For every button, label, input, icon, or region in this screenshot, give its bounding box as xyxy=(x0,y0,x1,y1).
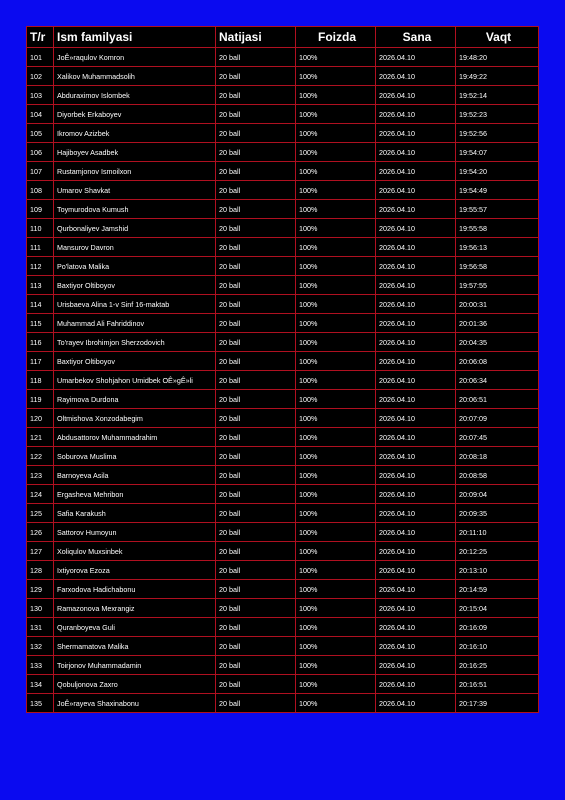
cell-number: 117 xyxy=(27,352,54,371)
cell-number: 106 xyxy=(27,143,54,162)
cell-number: 111 xyxy=(27,238,54,257)
cell-number: 127 xyxy=(27,542,54,561)
cell-percent: 100% xyxy=(296,238,376,257)
table-row xyxy=(27,561,539,580)
cell-time: 19:54:07 xyxy=(456,143,539,162)
table-row xyxy=(27,162,539,181)
table-row xyxy=(27,675,539,694)
cell-number: 113 xyxy=(27,276,54,295)
table-row xyxy=(27,428,539,447)
cell-time: 19:56:13 xyxy=(456,238,539,257)
cell-percent: 100% xyxy=(296,162,376,181)
table-row xyxy=(27,637,539,656)
cell-date: 2026.04.10 xyxy=(376,143,456,162)
cell-percent: 100% xyxy=(296,409,376,428)
table-row xyxy=(27,390,539,409)
cell-percent: 100% xyxy=(296,181,376,200)
cell-date: 2026.04.10 xyxy=(376,542,456,561)
cell-date: 2026.04.10 xyxy=(376,694,456,713)
cell-time: 20:08:58 xyxy=(456,466,539,485)
cell-name: Abdusattorov Muhammadrahim xyxy=(54,428,216,447)
cell-number: 132 xyxy=(27,637,54,656)
cell-number: 115 xyxy=(27,314,54,333)
cell-time: 19:52:56 xyxy=(456,124,539,143)
cell-result: 20 ball xyxy=(216,504,296,523)
cell-name: Toirjonov Muhammadamin xyxy=(54,656,216,675)
cell-percent: 100% xyxy=(296,200,376,219)
cell-percent: 100% xyxy=(296,485,376,504)
cell-time: 19:52:23 xyxy=(456,105,539,124)
cell-time: 19:52:14 xyxy=(456,86,539,105)
cell-time: 19:48:20 xyxy=(456,48,539,67)
cell-result: 20 ball xyxy=(216,599,296,618)
cell-percent: 100% xyxy=(296,447,376,466)
cell-number: 130 xyxy=(27,599,54,618)
cell-name: Ikromov Azizbek xyxy=(54,124,216,143)
cell-result: 20 ball xyxy=(216,561,296,580)
header-time: Vaqt xyxy=(456,27,539,48)
cell-time: 20:01:36 xyxy=(456,314,539,333)
cell-time: 20:08:18 xyxy=(456,447,539,466)
table-row xyxy=(27,67,539,86)
cell-result: 20 ball xyxy=(216,276,296,295)
cell-result: 20 ball xyxy=(216,295,296,314)
cell-percent: 100% xyxy=(296,295,376,314)
cell-time: 20:07:09 xyxy=(456,409,539,428)
cell-number: 134 xyxy=(27,675,54,694)
cell-percent: 100% xyxy=(296,124,376,143)
cell-time: 20:09:35 xyxy=(456,504,539,523)
cell-percent: 100% xyxy=(296,257,376,276)
cell-name: Diyorbek Erkaboyev xyxy=(54,105,216,124)
cell-result: 20 ball xyxy=(216,428,296,447)
cell-result: 20 ball xyxy=(216,694,296,713)
cell-result: 20 ball xyxy=(216,352,296,371)
cell-result: 20 ball xyxy=(216,200,296,219)
cell-number: 125 xyxy=(27,504,54,523)
table-row xyxy=(27,276,539,295)
cell-number: 119 xyxy=(27,390,54,409)
table-row xyxy=(27,599,539,618)
results-sheet xyxy=(26,26,538,713)
cell-result: 20 ball xyxy=(216,48,296,67)
cell-date: 2026.04.10 xyxy=(376,409,456,428)
cell-date: 2026.04.10 xyxy=(376,675,456,694)
cell-result: 20 ball xyxy=(216,409,296,428)
cell-time: 19:54:49 xyxy=(456,181,539,200)
cell-date: 2026.04.10 xyxy=(376,105,456,124)
cell-number: 131 xyxy=(27,618,54,637)
cell-result: 20 ball xyxy=(216,637,296,656)
cell-date: 2026.04.10 xyxy=(376,447,456,466)
cell-date: 2026.04.10 xyxy=(376,580,456,599)
table-row xyxy=(27,200,539,219)
cell-date: 2026.04.10 xyxy=(376,561,456,580)
cell-percent: 100% xyxy=(296,333,376,352)
cell-number: 109 xyxy=(27,200,54,219)
cell-date: 2026.04.10 xyxy=(376,599,456,618)
cell-date: 2026.04.10 xyxy=(376,390,456,409)
table-row xyxy=(27,523,539,542)
cell-time: 20:13:10 xyxy=(456,561,539,580)
cell-result: 20 ball xyxy=(216,143,296,162)
cell-name: Sattorov Humoyun xyxy=(54,523,216,542)
header-number: T/r xyxy=(27,27,54,48)
table-row xyxy=(27,580,539,599)
cell-name: Quranboyeva Guli xyxy=(54,618,216,637)
header-date: Sana xyxy=(376,27,456,48)
cell-result: 20 ball xyxy=(216,523,296,542)
cell-time: 20:09:04 xyxy=(456,485,539,504)
cell-percent: 100% xyxy=(296,371,376,390)
cell-name: Safia Karakush xyxy=(54,504,216,523)
cell-date: 2026.04.10 xyxy=(376,86,456,105)
table-row xyxy=(27,618,539,637)
cell-date: 2026.04.10 xyxy=(376,257,456,276)
header-result: Natijasi xyxy=(216,27,296,48)
cell-name: Qurbonaliyev Jamshid xyxy=(54,219,216,238)
header-row xyxy=(27,27,539,48)
cell-percent: 100% xyxy=(296,561,376,580)
cell-time: 19:54:20 xyxy=(456,162,539,181)
cell-percent: 100% xyxy=(296,618,376,637)
cell-percent: 100% xyxy=(296,428,376,447)
cell-time: 20:12:25 xyxy=(456,542,539,561)
cell-time: 20:06:51 xyxy=(456,390,539,409)
cell-number: 105 xyxy=(27,124,54,143)
cell-name: Po'latova Malika xyxy=(54,257,216,276)
cell-date: 2026.04.10 xyxy=(376,637,456,656)
cell-number: 121 xyxy=(27,428,54,447)
header-percent: Foizda xyxy=(296,27,376,48)
cell-percent: 100% xyxy=(296,276,376,295)
cell-time: 19:56:58 xyxy=(456,257,539,276)
cell-number: 110 xyxy=(27,219,54,238)
cell-result: 20 ball xyxy=(216,257,296,276)
cell-result: 20 ball xyxy=(216,675,296,694)
table-row xyxy=(27,371,539,390)
cell-name: Abduraximov Islombek xyxy=(54,86,216,105)
cell-name: Hajiboyev Asadbek xyxy=(54,143,216,162)
cell-number: 124 xyxy=(27,485,54,504)
cell-time: 19:55:57 xyxy=(456,200,539,219)
table-row xyxy=(27,485,539,504)
cell-result: 20 ball xyxy=(216,219,296,238)
cell-time: 20:16:25 xyxy=(456,656,539,675)
table-row xyxy=(27,656,539,675)
cell-time: 20:11:10 xyxy=(456,523,539,542)
cell-name: JoÊ»rayeva Shaxinabonu xyxy=(54,694,216,713)
cell-percent: 100% xyxy=(296,523,376,542)
cell-date: 2026.04.10 xyxy=(376,352,456,371)
cell-number: 133 xyxy=(27,656,54,675)
cell-date: 2026.04.10 xyxy=(376,200,456,219)
cell-percent: 100% xyxy=(296,504,376,523)
cell-number: 122 xyxy=(27,447,54,466)
table-row xyxy=(27,257,539,276)
cell-result: 20 ball xyxy=(216,447,296,466)
cell-time: 20:06:34 xyxy=(456,371,539,390)
cell-result: 20 ball xyxy=(216,86,296,105)
cell-number: 123 xyxy=(27,466,54,485)
cell-percent: 100% xyxy=(296,637,376,656)
cell-percent: 100% xyxy=(296,67,376,86)
cell-date: 2026.04.10 xyxy=(376,371,456,390)
cell-name: Shermamatova Malika xyxy=(54,637,216,656)
cell-number: 116 xyxy=(27,333,54,352)
cell-time: 20:14:59 xyxy=(456,580,539,599)
cell-result: 20 ball xyxy=(216,314,296,333)
cell-percent: 100% xyxy=(296,219,376,238)
cell-date: 2026.04.10 xyxy=(376,428,456,447)
cell-result: 20 ball xyxy=(216,162,296,181)
cell-time: 20:06:08 xyxy=(456,352,539,371)
cell-date: 2026.04.10 xyxy=(376,219,456,238)
cell-result: 20 ball xyxy=(216,390,296,409)
cell-result: 20 ball xyxy=(216,181,296,200)
cell-time: 20:16:10 xyxy=(456,637,539,656)
cell-name: JoÊ»raqulov Komron xyxy=(54,48,216,67)
cell-date: 2026.04.10 xyxy=(376,466,456,485)
cell-name: Barnoyeva Asila xyxy=(54,466,216,485)
cell-number: 126 xyxy=(27,523,54,542)
cell-name: Umarov Shavkat xyxy=(54,181,216,200)
cell-name: Xoliqulov Muxsinbek xyxy=(54,542,216,561)
cell-name: Oltmishova Xonzodabegim xyxy=(54,409,216,428)
cell-date: 2026.04.10 xyxy=(376,124,456,143)
cell-date: 2026.04.10 xyxy=(376,295,456,314)
cell-number: 104 xyxy=(27,105,54,124)
cell-percent: 100% xyxy=(296,352,376,371)
cell-result: 20 ball xyxy=(216,105,296,124)
cell-number: 103 xyxy=(27,86,54,105)
cell-name: Mansurov Davron xyxy=(54,238,216,257)
cell-result: 20 ball xyxy=(216,371,296,390)
cell-date: 2026.04.10 xyxy=(376,276,456,295)
cell-name: Rustamjonov Ismoilxon xyxy=(54,162,216,181)
cell-date: 2026.04.10 xyxy=(376,504,456,523)
cell-percent: 100% xyxy=(296,86,376,105)
cell-result: 20 ball xyxy=(216,542,296,561)
cell-result: 20 ball xyxy=(216,618,296,637)
cell-name: Umarbekov Shohjahon Umidbek OÊ»gÊ»li xyxy=(54,371,216,390)
cell-time: 19:55:58 xyxy=(456,219,539,238)
table-row xyxy=(27,295,539,314)
cell-time: 20:16:51 xyxy=(456,675,539,694)
cell-time: 19:57:55 xyxy=(456,276,539,295)
cell-result: 20 ball xyxy=(216,67,296,86)
cell-number: 108 xyxy=(27,181,54,200)
table-row xyxy=(27,409,539,428)
cell-percent: 100% xyxy=(296,694,376,713)
cell-name: Urisbaeva Alina 1-v Sinf 16-maktab xyxy=(54,295,216,314)
cell-date: 2026.04.10 xyxy=(376,333,456,352)
table-header xyxy=(27,27,539,48)
cell-percent: 100% xyxy=(296,675,376,694)
cell-number: 120 xyxy=(27,409,54,428)
cell-date: 2026.04.10 xyxy=(376,67,456,86)
cell-percent: 100% xyxy=(296,542,376,561)
cell-percent: 100% xyxy=(296,143,376,162)
cell-name: Rayimova Durdona xyxy=(54,390,216,409)
cell-percent: 100% xyxy=(296,105,376,124)
cell-number: 135 xyxy=(27,694,54,713)
table-row xyxy=(27,504,539,523)
cell-percent: 100% xyxy=(296,599,376,618)
cell-name: Baxtiyor Oltiboyov xyxy=(54,276,216,295)
table-row xyxy=(27,238,539,257)
cell-percent: 100% xyxy=(296,466,376,485)
table-row xyxy=(27,352,539,371)
cell-time: 20:17:39 xyxy=(456,694,539,713)
cell-result: 20 ball xyxy=(216,238,296,257)
cell-number: 114 xyxy=(27,295,54,314)
cell-name: Ixtiyorova Ezoza xyxy=(54,561,216,580)
cell-date: 2026.04.10 xyxy=(376,314,456,333)
cell-date: 2026.04.10 xyxy=(376,48,456,67)
cell-number: 112 xyxy=(27,257,54,276)
cell-name: Qobuljonova Zaxro xyxy=(54,675,216,694)
cell-name: Toymurodova Kumush xyxy=(54,200,216,219)
cell-number: 101 xyxy=(27,48,54,67)
cell-number: 107 xyxy=(27,162,54,181)
table-row xyxy=(27,86,539,105)
cell-time: 20:00:31 xyxy=(456,295,539,314)
header-name: Ism familyasi xyxy=(54,27,216,48)
cell-name: Ramazonova Mexrangiz xyxy=(54,599,216,618)
cell-percent: 100% xyxy=(296,314,376,333)
cell-date: 2026.04.10 xyxy=(376,523,456,542)
cell-percent: 100% xyxy=(296,48,376,67)
table-row xyxy=(27,124,539,143)
table-row xyxy=(27,143,539,162)
cell-number: 102 xyxy=(27,67,54,86)
cell-percent: 100% xyxy=(296,580,376,599)
cell-percent: 100% xyxy=(296,656,376,675)
table-row xyxy=(27,333,539,352)
cell-percent: 100% xyxy=(296,390,376,409)
cell-number: 118 xyxy=(27,371,54,390)
cell-date: 2026.04.10 xyxy=(376,656,456,675)
cell-number: 129 xyxy=(27,580,54,599)
cell-number: 128 xyxy=(27,561,54,580)
cell-name: Xalikov Muhammadsolih xyxy=(54,67,216,86)
table-row xyxy=(27,447,539,466)
cell-date: 2026.04.10 xyxy=(376,618,456,637)
cell-result: 20 ball xyxy=(216,124,296,143)
cell-name: Baxtiyor Oltiboyov xyxy=(54,352,216,371)
cell-name: Soburova Muslima xyxy=(54,447,216,466)
cell-result: 20 ball xyxy=(216,485,296,504)
cell-result: 20 ball xyxy=(216,333,296,352)
table-row xyxy=(27,314,539,333)
cell-date: 2026.04.10 xyxy=(376,181,456,200)
results-table xyxy=(26,26,539,713)
cell-name: To'rayev Ibrohimjon Sherzodovich xyxy=(54,333,216,352)
cell-time: 20:07:45 xyxy=(456,428,539,447)
cell-name: Ergasheva Mehribon xyxy=(54,485,216,504)
table-row xyxy=(27,694,539,713)
table-row xyxy=(27,181,539,200)
table-row xyxy=(27,105,539,124)
cell-time: 19:49:22 xyxy=(456,67,539,86)
cell-time: 20:15:04 xyxy=(456,599,539,618)
table-row xyxy=(27,219,539,238)
cell-date: 2026.04.10 xyxy=(376,162,456,181)
cell-name: Muhammad Ali Fahriddinov xyxy=(54,314,216,333)
cell-name: Farxodova Hadichabonu xyxy=(54,580,216,599)
cell-result: 20 ball xyxy=(216,580,296,599)
table-body xyxy=(27,48,539,713)
table-row xyxy=(27,48,539,67)
cell-time: 20:04:35 xyxy=(456,333,539,352)
table-row xyxy=(27,466,539,485)
cell-time: 20:16:09 xyxy=(456,618,539,637)
cell-result: 20 ball xyxy=(216,656,296,675)
cell-date: 2026.04.10 xyxy=(376,485,456,504)
cell-result: 20 ball xyxy=(216,466,296,485)
table-row xyxy=(27,542,539,561)
cell-date: 2026.04.10 xyxy=(376,238,456,257)
